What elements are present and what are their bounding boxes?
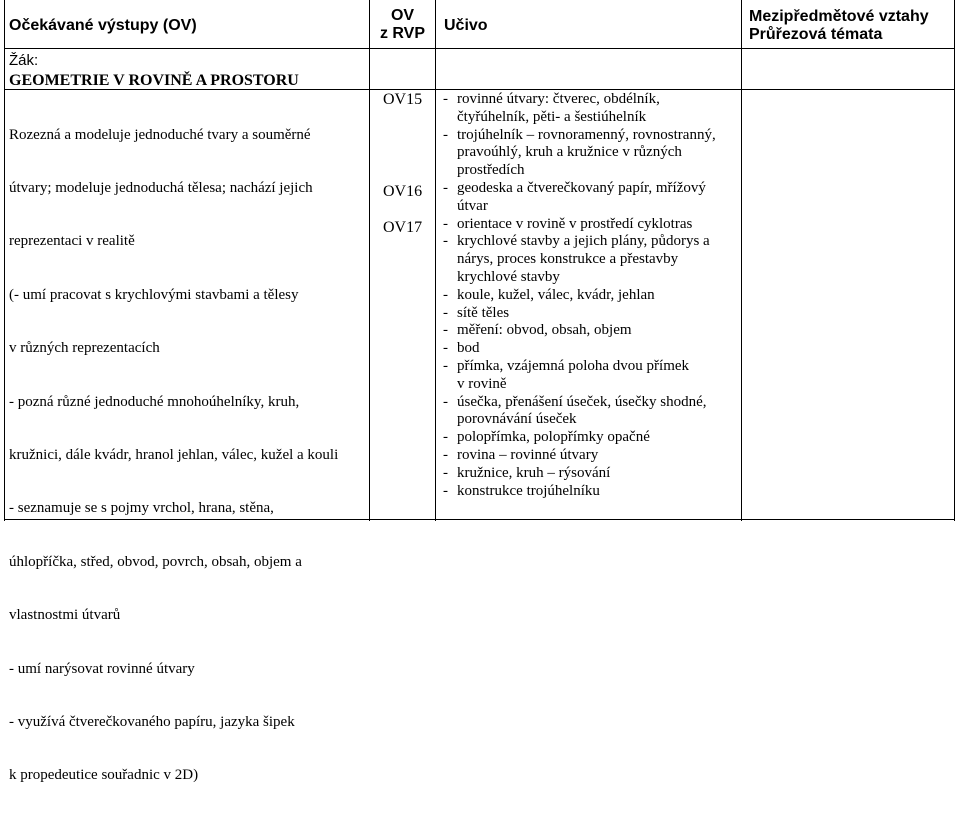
curriculum-item-text: úsečka, přenášení úseček, úsečky shodné, (457, 393, 707, 410)
header-curriculum: Učivo (444, 17, 488, 34)
output-line: úhlopříčka, střed, obvod, povrch, obsah, objem a (9, 553, 302, 570)
student-label: Žák: (9, 52, 39, 69)
list-dash (443, 162, 457, 180)
curriculum-item-text: v rovině (457, 375, 507, 392)
curriculum-item-line (443, 198, 716, 216)
ov-code: OV16 (383, 183, 423, 200)
curriculum-item-line (443, 447, 716, 465)
column-divider-3 (741, 0, 742, 521)
list-dash: - (443, 91, 448, 107)
curriculum-item-line (443, 394, 716, 412)
curriculum-item-line (443, 465, 716, 483)
curriculum-item-text: čtyřúhelník, pěti- a šestiúhelník (457, 108, 647, 125)
list-dash (443, 376, 457, 394)
output-line: Rozezná a modeluje jednoduché tvary a souměrné (9, 126, 311, 143)
list-dash (443, 269, 457, 287)
list-dash (443, 411, 457, 429)
list-dash: - (443, 393, 448, 410)
curriculum-item-line (443, 429, 716, 447)
column-divider-1 (369, 0, 370, 521)
list-dash: - (443, 286, 448, 303)
curriculum-item-line (443, 180, 716, 198)
curriculum-item-line (443, 162, 716, 180)
header-expected-outputs: Očekávané výstupy (OV) (9, 17, 197, 34)
curriculum-item-line (443, 340, 716, 358)
curriculum-item-text: útvar (457, 197, 488, 214)
curriculum-item-text: krychlové stavby (457, 268, 560, 285)
curriculum-item-text: kružnice, kruh – rýsování (457, 464, 611, 481)
curriculum-item-line (443, 305, 716, 323)
curriculum-item-text: nárys, proces konstrukce a přestavby (457, 251, 679, 268)
curriculum-item-text: bod (457, 340, 480, 357)
list-dash: - (443, 126, 448, 143)
curriculum-list (443, 91, 716, 500)
header-cross-line1: Mezipředmětové vztahy (749, 8, 929, 25)
curriculum-item-line (443, 269, 716, 287)
curriculum-item-text: přímka, vzájemná poloha dvou přímek (457, 357, 690, 374)
list-dash: - (443, 357, 448, 374)
output-line: vlastnostmi útvarů (9, 607, 121, 624)
list-dash (443, 144, 457, 162)
curriculum-item-line (443, 216, 716, 234)
curriculum-item-text: rovina – rovinné útvary (457, 446, 599, 463)
curriculum-item-text: rovinné útvary: čtverec, obdélník, (457, 91, 660, 107)
curriculum-item-text: měření: obvod, obsah, objem (457, 322, 632, 339)
output-line: reprezentaci v realitě (9, 233, 135, 250)
curriculum-item-text: konstrukce trojúhelníku (457, 482, 600, 499)
header-ov-line2: z RVP (379, 25, 426, 42)
list-dash (443, 198, 457, 216)
output-line: kružnici, dále kvádr, hranol jehlan, válec, kužel a kouli (9, 446, 339, 463)
ov-code: OV15 (383, 91, 423, 108)
curriculum-item-text: orientace v rovině v prostředí cyklotras (457, 215, 693, 232)
output-line: v různých reprezentacích (9, 340, 160, 357)
list-dash: - (443, 429, 448, 446)
curriculum-item-text: sítě těles (457, 304, 510, 321)
header-divider (4, 48, 955, 49)
list-dash (443, 109, 457, 127)
curriculum-item-text: polopřímka, polopřímky opačné (457, 429, 650, 446)
expected-outputs-text (9, 91, 338, 821)
section-divider (4, 89, 955, 90)
output-line: - využívá čtverečkovaného papíru, jazyka šipek (9, 713, 295, 730)
curriculum-item-line (443, 287, 716, 305)
output-line: (- umí pracovat s krychlovými stavbami a tělesy (9, 286, 299, 303)
curriculum-item-text: geodeska a čtverečkovaný papír, mřížový (457, 179, 706, 196)
curriculum-item-text: koule, kužel, válec, kvádr, jehlan (457, 286, 655, 303)
curriculum-item-line (443, 233, 716, 251)
header-cross-line2: Průřezová témata (749, 26, 883, 43)
output-line: útvary; modeluje jednoduchá tělesa; nachází jejich (9, 179, 313, 196)
curriculum-item-text: prostředích (457, 162, 525, 179)
output-line: k propedeutice souřadnic v 2D) (9, 767, 199, 784)
list-dash (443, 251, 457, 269)
curriculum-item-line (443, 358, 716, 376)
curriculum-item-line (443, 109, 716, 127)
border-left (4, 0, 5, 521)
curriculum-item-text: trojúhelník – rovnoramenný, rovnostranný, (457, 126, 716, 143)
section-title: GEOMETRIE V ROVINĚ A PROSTORU (9, 72, 299, 89)
list-dash: - (443, 233, 448, 250)
curriculum-item-line (443, 483, 716, 501)
curriculum-item-line (443, 144, 716, 162)
curriculum-item-line (443, 127, 716, 145)
list-dash: - (443, 464, 448, 481)
curriculum-item-line (443, 411, 716, 429)
output-line: - umí narýsovat rovinné útvary (9, 660, 195, 677)
output-line: - pozná různé jednoduché mnohoúhelníky, kruh, (9, 393, 300, 410)
list-dash: - (443, 482, 448, 499)
header-cross-curricular (749, 8, 929, 44)
header-ov-rvp (375, 7, 430, 43)
list-dash: - (443, 340, 448, 357)
ov-code: OV17 (383, 219, 423, 236)
list-dash: - (443, 179, 448, 196)
list-dash: - (443, 215, 448, 232)
header-ov-line1: OV (390, 7, 415, 24)
list-dash: - (443, 446, 448, 463)
curriculum-item-line (443, 251, 716, 269)
output-line: - seznamuje se s pojmy vrchol, hrana, stěna, (9, 500, 274, 517)
border-right (954, 0, 955, 521)
list-dash: - (443, 304, 448, 321)
column-divider-2 (435, 0, 436, 521)
curriculum-item-text: krychlové stavby a jejich plány, půdorys a (457, 233, 710, 250)
list-dash: - (443, 322, 448, 339)
curriculum-item-line (443, 322, 716, 340)
curriculum-item-text: pravoúhlý, kruh a kružnice v různých (457, 144, 682, 161)
curriculum-item-line (443, 91, 716, 109)
curriculum-item-line (443, 376, 716, 394)
curriculum-item-text: porovnávání úseček (457, 411, 577, 428)
